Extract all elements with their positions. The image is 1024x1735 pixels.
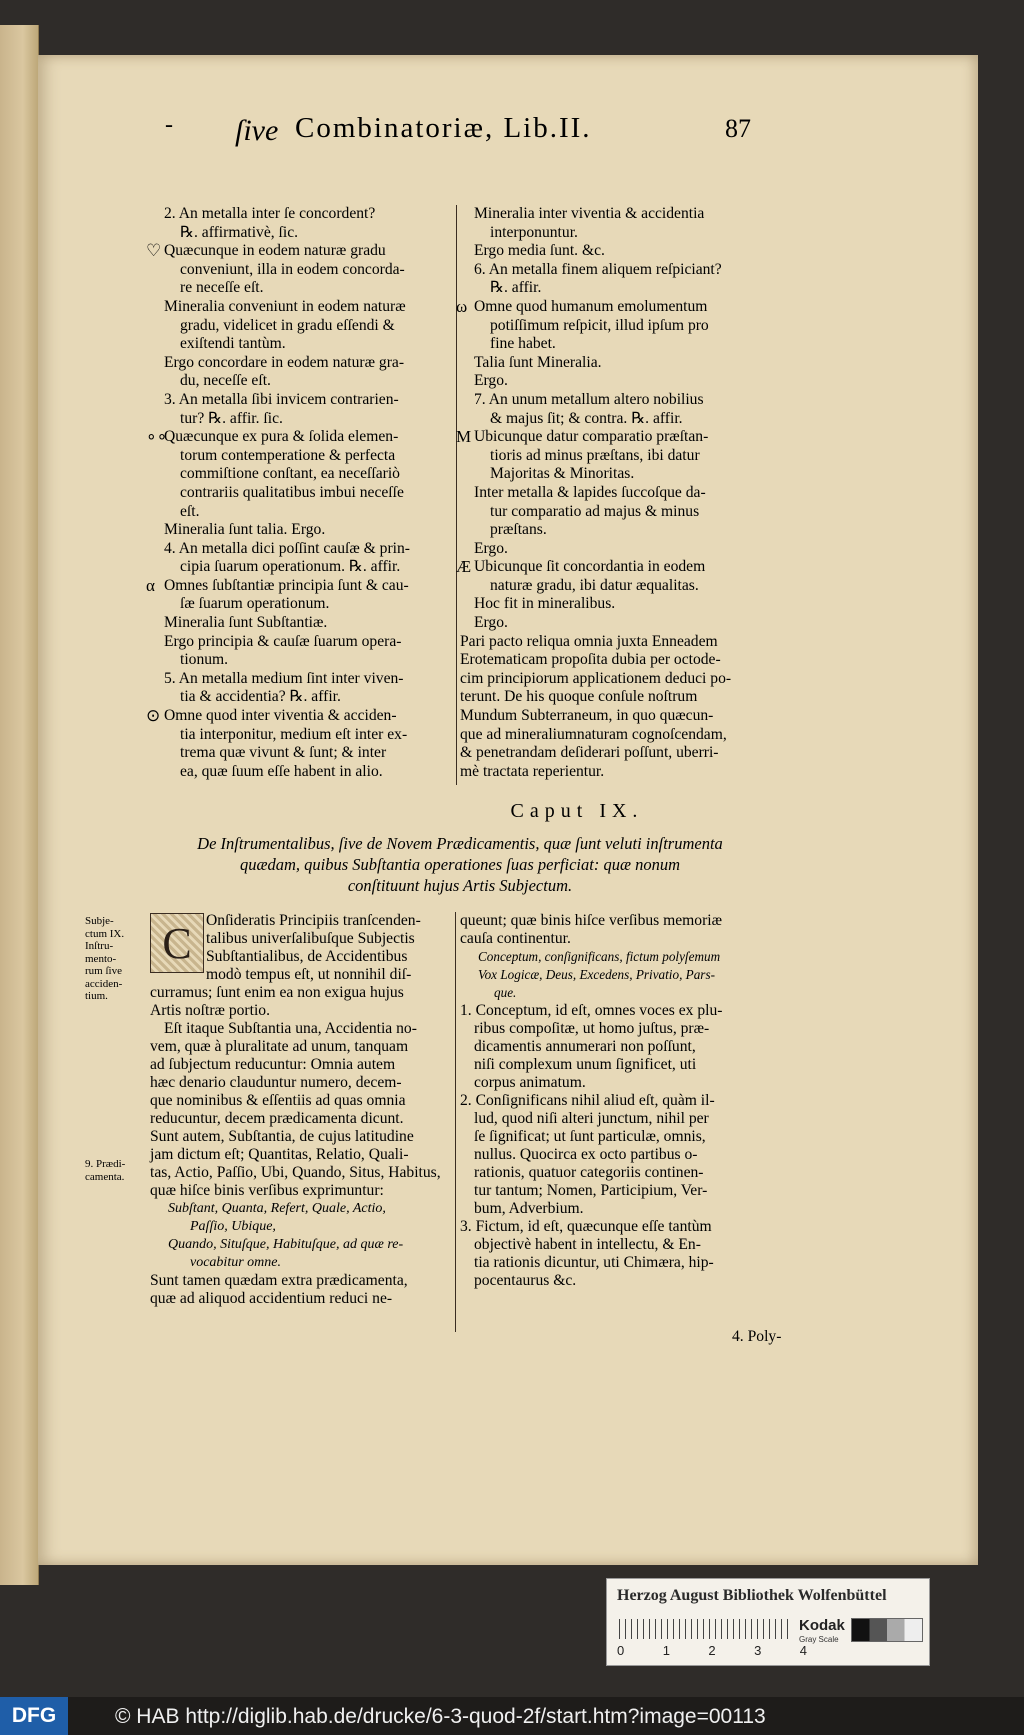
text-line bbox=[150, 354, 455, 373]
gray-swatch bbox=[851, 1618, 923, 1642]
line-text: Omnes ſubſtantiæ principia ſunt & cau- bbox=[164, 576, 409, 594]
text-line bbox=[150, 503, 455, 522]
line-text: cauſa continentur. bbox=[460, 930, 571, 947]
line-text: gradu, videlicet in gradu eſſendi & bbox=[180, 316, 395, 334]
text-line bbox=[460, 595, 780, 614]
text-line bbox=[150, 948, 450, 966]
line-text: dicamentis annumerari non poſſunt, bbox=[474, 1038, 696, 1055]
line-text: tia & accidentia? ℞. affir. bbox=[180, 688, 341, 706]
text-line bbox=[150, 1038, 450, 1056]
line-text: Sunt autem, Subſtantia, de cujus latitudine bbox=[150, 1128, 414, 1145]
text-line bbox=[150, 1056, 450, 1074]
text-line bbox=[150, 670, 455, 689]
line-text: mè tractata reperientur. bbox=[460, 762, 605, 780]
text-line bbox=[460, 521, 780, 540]
margin-note-line: Inſtru- bbox=[85, 940, 114, 952]
text-line bbox=[460, 503, 780, 522]
line-text: Ubicunque ſit concordantia in eodem bbox=[474, 558, 706, 576]
line-text: Ergo media ſunt. &c. bbox=[474, 242, 605, 260]
margin-note-line: rum ſive bbox=[85, 965, 122, 977]
drop-cap: C bbox=[150, 913, 204, 973]
margin-note-line: camenta. bbox=[85, 1170, 125, 1183]
margin-symbol: ω bbox=[456, 296, 468, 316]
line-text: Quando, Situſque, Habituſque, ad quæ re- bbox=[168, 1237, 404, 1252]
text-line bbox=[460, 1074, 780, 1092]
line-text: quæ ad aliquod accidentium reduci ne- bbox=[150, 1290, 393, 1307]
chapter-heading-text: Caput IX. bbox=[510, 800, 644, 822]
line-text: Conceptum, conſignificans, fictum polyſemum bbox=[478, 949, 721, 964]
text-line bbox=[150, 1074, 450, 1092]
text-line bbox=[460, 614, 780, 633]
line-text: tur comparatio ad majus & minus bbox=[490, 502, 700, 520]
line-text: rationis, quatuor categoriis continen- bbox=[474, 1164, 704, 1181]
text-line bbox=[460, 948, 780, 966]
line-text: Ergo. bbox=[474, 539, 508, 557]
text-line bbox=[150, 1164, 450, 1182]
line-text: corpus animatum. bbox=[474, 1074, 586, 1091]
line-text: Majoritas & Minoritas. bbox=[490, 465, 635, 483]
line-text: Eſt itaque Subſtantia una, Accidentia no- bbox=[164, 1020, 417, 1037]
text-line bbox=[150, 372, 455, 391]
text-line bbox=[150, 224, 455, 243]
line-text: ad ſubjectum reducuntur: Omnia autem bbox=[150, 1056, 396, 1073]
line-text: præſtans. bbox=[490, 521, 547, 539]
line-text: Inter metalla & lapides ſuccoſque da- bbox=[474, 483, 706, 501]
line-text: 2. Conſignificans nihil aliud eſt, quàm il- bbox=[460, 1092, 715, 1109]
text-line bbox=[460, 1146, 780, 1164]
text-line bbox=[460, 651, 780, 670]
line-text: eſt. bbox=[180, 502, 200, 520]
text-line bbox=[150, 1254, 450, 1272]
line-text: terunt. De his quoque conſule noſtrum bbox=[460, 688, 698, 706]
line-text: trema quæ vivunt & ſunt; & inter bbox=[180, 744, 387, 762]
line-text: Quæcunque in eodem naturæ gradu bbox=[164, 242, 386, 260]
text-line bbox=[460, 1218, 780, 1236]
line-text: Subſtantialibus, de Accidentibus bbox=[206, 948, 408, 965]
line-text: pocentaurus &c. bbox=[474, 1272, 577, 1289]
line-text: du, neceſſe eſt. bbox=[180, 372, 271, 390]
margin-symbol: Æ bbox=[456, 557, 472, 577]
line-text: ℞. affirmativè, ſic. bbox=[180, 223, 299, 241]
line-text: hæc denario clauduntur numero, decem- bbox=[150, 1074, 402, 1091]
line-text: commiſtione conſtant, ea neceſſariò bbox=[180, 465, 400, 483]
line-text: quæ hiſce binis verſibus exprimuntur: bbox=[150, 1182, 384, 1199]
line-text: Paſſio, Ubique, bbox=[190, 1219, 276, 1234]
ruler-number: 1 bbox=[662, 1643, 670, 1658]
margin-note-line: acciden- bbox=[85, 977, 123, 990]
text-line bbox=[150, 984, 450, 1002]
margin-note-subject bbox=[85, 915, 124, 1003]
line-text: curramus; ſunt enim ea non exigua hujus bbox=[150, 984, 404, 1001]
line-text: naturæ gradu, ibi datur æqualitas. bbox=[490, 576, 699, 594]
line-text: Mundum Subterraneum, in quo quæcun- bbox=[460, 707, 714, 725]
line-text: & penetrandam deſiderari poſſunt, uberri- bbox=[460, 744, 719, 762]
line-text: ſe ſignificat; ut ſunt particulæ, omnis, bbox=[474, 1128, 706, 1145]
text-line bbox=[150, 540, 455, 559]
text-line bbox=[150, 558, 455, 577]
line-text: exiſtendi tantùm. bbox=[180, 335, 286, 353]
line-text: Ergo principia & cauſæ ſuarum opera- bbox=[164, 632, 402, 650]
line-text: tionum. bbox=[180, 651, 229, 669]
text-line bbox=[460, 242, 780, 261]
text-line bbox=[150, 651, 455, 670]
text-line bbox=[460, 372, 780, 391]
line-text: Hoc fit in mineralibus. bbox=[474, 595, 616, 613]
line-text: Mineralia inter viventia & accidentia bbox=[474, 205, 705, 222]
margin-symbol: ⊙ bbox=[146, 706, 161, 726]
text-line bbox=[150, 595, 455, 614]
line-text: fine habet. bbox=[490, 335, 556, 353]
line-text: Vox Logicæ, Deus, Excedens, Privatio, Pars- bbox=[478, 967, 715, 982]
chapter-title-line: conſtituunt hujus Artis Subjectum. bbox=[347, 876, 573, 895]
line-text: conveniunt, illa in eodem concorda- bbox=[180, 260, 405, 278]
chapter-title-line: quædam, quibus Subſtantia operationes ſuas perficiat: quæ nonum bbox=[240, 855, 680, 874]
text-line bbox=[150, 912, 450, 930]
text-line bbox=[150, 688, 455, 707]
text-line bbox=[460, 1182, 780, 1200]
text-line bbox=[150, 465, 455, 484]
text-line bbox=[460, 763, 780, 782]
text-line bbox=[460, 279, 780, 298]
text-line bbox=[460, 707, 780, 726]
text-line bbox=[150, 966, 450, 984]
text-line bbox=[460, 1200, 780, 1218]
text-line bbox=[150, 1182, 450, 1200]
margin-note-line: tium. bbox=[85, 990, 108, 1002]
text-line bbox=[150, 410, 455, 429]
text-line bbox=[460, 335, 780, 354]
line-text: Erotematicam propoſita dubia per octode- bbox=[460, 651, 721, 669]
line-text: Ergo. bbox=[474, 614, 508, 632]
margin-symbol: ∘∘ bbox=[146, 427, 168, 447]
text-line bbox=[150, 1272, 450, 1290]
line-text: tia rationis dicuntur, uti Chimæra, hip- bbox=[474, 1254, 714, 1271]
line-text: talibus univerſalibuſque Subjectis bbox=[206, 930, 415, 947]
line-text: queunt; quæ binis hiſce verſibus memoriæ bbox=[460, 912, 723, 929]
text-line bbox=[460, 984, 780, 1002]
margin-symbol: α bbox=[146, 575, 155, 595]
line-text: 4. An metalla dici poſſint cauſæ & prin- bbox=[164, 539, 410, 557]
text-line bbox=[460, 1236, 780, 1254]
text-line bbox=[150, 279, 455, 298]
line-text: 1. Conceptum, id eſt, omnes voces ex plu- bbox=[460, 1002, 723, 1019]
text-line bbox=[460, 391, 780, 410]
line-text: vem, quæ à pluralitate ad unum, tanquam bbox=[150, 1038, 409, 1055]
text-line bbox=[460, 688, 780, 707]
line-text: ſæ ſuarum operationum. bbox=[180, 595, 330, 613]
text-line bbox=[150, 484, 455, 503]
line-text: nullus. Quocirca ex octo partibus o- bbox=[474, 1146, 698, 1163]
text-line bbox=[150, 763, 455, 782]
text-line bbox=[460, 1110, 780, 1128]
text-line bbox=[150, 447, 455, 466]
text-line bbox=[146, 575, 455, 596]
line-text: Omne quod inter viventia & acciden- bbox=[164, 707, 397, 725]
text-line bbox=[150, 930, 450, 948]
text-line bbox=[460, 465, 780, 484]
header-dash: - bbox=[165, 112, 173, 138]
line-text: reducuntur, decem prædicamenta dicunt. bbox=[150, 1110, 404, 1127]
text-line bbox=[460, 224, 780, 243]
text-line bbox=[460, 540, 780, 559]
margin-note-line: mento- bbox=[85, 952, 117, 965]
text-line bbox=[460, 670, 780, 689]
text-line bbox=[460, 912, 780, 930]
line-text: 3. An metalla ſibi invicem contrarien- bbox=[164, 390, 399, 408]
page-number: 87 bbox=[725, 114, 751, 143]
text-line bbox=[460, 744, 780, 763]
text-line bbox=[460, 1002, 780, 1020]
line-text: tioris ad minus præſtans, ibi datur bbox=[490, 446, 700, 464]
line-text: lud, quod niſi alteri junctum, nihil per bbox=[474, 1110, 709, 1127]
line-text: ℞. affir. bbox=[490, 279, 542, 297]
ruler-number: 4 bbox=[799, 1643, 807, 1658]
line-text: ea, quæ ſuum eſſe habent in alio. bbox=[180, 762, 383, 780]
line-text: objectivè habent in intellectu, & En- bbox=[474, 1236, 701, 1253]
text-line bbox=[150, 1200, 450, 1218]
text-line bbox=[456, 557, 780, 577]
text-line bbox=[150, 1002, 450, 1020]
text-line bbox=[150, 744, 455, 763]
text-line bbox=[150, 335, 455, 354]
text-line bbox=[460, 1020, 780, 1038]
line-text: 6. An metalla finem aliquem reſpiciant? bbox=[474, 260, 722, 278]
dfg-logo: DFG bbox=[0, 1697, 68, 1735]
text-line bbox=[460, 1038, 780, 1056]
text-line bbox=[460, 484, 780, 503]
text-line bbox=[456, 427, 780, 447]
margin-symbol: M bbox=[456, 427, 472, 447]
line-text: tur tantum; Nomen, Participium, Ver- bbox=[474, 1182, 708, 1199]
line-text: tia interponitur, medium eſt inter ex- bbox=[180, 725, 408, 743]
text-line bbox=[150, 521, 455, 540]
line-text: Onſideratis Principiis tranſcenden- bbox=[206, 912, 421, 929]
text-line bbox=[460, 447, 780, 466]
column-left-top bbox=[146, 205, 455, 781]
line-text: Subſtant, Quanta, Refert, Quale, Actio, bbox=[168, 1201, 386, 1216]
line-text: Omne quod humanum emolumentum bbox=[474, 297, 708, 315]
text-line bbox=[146, 427, 455, 447]
text-line bbox=[460, 317, 780, 336]
text-line bbox=[460, 1164, 780, 1182]
text-line bbox=[460, 1254, 780, 1272]
margin-note-predicaments bbox=[85, 1158, 125, 1183]
text-line bbox=[460, 1128, 780, 1146]
line-text: & majus ſit; & contra. ℞. affir. bbox=[490, 409, 683, 427]
column-rule-top bbox=[456, 205, 457, 785]
line-text: 2. An metalla inter ſe concordent? bbox=[164, 205, 376, 222]
line-text: Ergo concordare in eodem naturæ gra- bbox=[164, 353, 405, 371]
text-line bbox=[460, 1272, 780, 1290]
line-text: contrariis qualitatibus imbui neceſſe bbox=[180, 483, 404, 501]
text-line bbox=[460, 354, 780, 373]
gray-scale-label: Gray Scale bbox=[799, 1635, 839, 1644]
text-line bbox=[460, 726, 780, 745]
color-scale-card bbox=[606, 1578, 930, 1666]
line-text: 5. An metalla medium ſint inter viven- bbox=[164, 669, 404, 687]
line-text: Mineralia conveniunt in eodem naturæ bbox=[164, 297, 406, 315]
text-line bbox=[150, 1020, 450, 1038]
line-text: interponuntur. bbox=[490, 223, 578, 241]
text-line bbox=[146, 241, 455, 261]
margin-note-line: 9. Prædi- bbox=[85, 1158, 126, 1170]
text-line bbox=[460, 966, 780, 984]
line-text: Talia ſunt Mineralia. bbox=[474, 353, 602, 371]
line-text: 3. Fictum, id eſt, quæcunque eſſe tantùm bbox=[460, 1218, 712, 1235]
ruler-number: 3 bbox=[754, 1643, 762, 1658]
column-right-bottom bbox=[460, 912, 780, 1290]
line-text: torum contemperatione & perfecta bbox=[180, 446, 396, 464]
line-text: cim principiorum applicationem deduci po- bbox=[460, 669, 732, 687]
text-line bbox=[150, 205, 455, 224]
line-text: 7. An unum metallum altero nobilius bbox=[474, 390, 704, 408]
header-title: Combinatoriæ, Lib.II. bbox=[295, 112, 592, 144]
chapter-title bbox=[150, 833, 770, 896]
text-line bbox=[460, 577, 780, 596]
chapter-heading bbox=[0, 800, 1024, 823]
catchword: 4. Poly- bbox=[732, 1328, 782, 1345]
column-right-top bbox=[456, 205, 780, 781]
text-line bbox=[460, 1092, 780, 1110]
ruler-numbers bbox=[617, 1643, 807, 1658]
text-line bbox=[150, 614, 455, 633]
line-text: niſi complexum unum ſignificet, uti bbox=[474, 1056, 697, 1073]
line-text: Pari pacto reliqua omnia juxta Enneadem bbox=[460, 632, 718, 650]
line-text: vocabitur omne. bbox=[190, 1255, 281, 1270]
line-text: Quæcunque ex pura & ſolida elemen- bbox=[164, 428, 399, 446]
kodak-logo: Kodak bbox=[799, 1617, 845, 1634]
text-line bbox=[150, 391, 455, 410]
text-line bbox=[150, 633, 455, 652]
text-line bbox=[456, 296, 780, 317]
margin-note-line: Subje- bbox=[85, 915, 114, 927]
text-line bbox=[460, 930, 780, 948]
line-text: Ergo. bbox=[474, 372, 508, 390]
text-line bbox=[150, 1218, 450, 1236]
line-text: que. bbox=[494, 985, 517, 1000]
line-text: tur? ℞. affir. ſic. bbox=[180, 409, 283, 427]
line-text: que nominibus & eſſentiis ad quas omnia bbox=[150, 1092, 406, 1109]
line-text: jam dictum eſt; Quantitas, Relatio, Quali- bbox=[150, 1146, 409, 1163]
text-line bbox=[150, 1092, 450, 1110]
text-line bbox=[460, 633, 780, 652]
text-line bbox=[460, 261, 780, 280]
margin-note-line: ctum IX. bbox=[85, 927, 125, 940]
library-name: Herzog August Bibliothek Wolfenbüttel bbox=[617, 1587, 887, 1604]
text-line bbox=[150, 298, 455, 317]
line-text: Mineralia ſunt Subſtantiæ. bbox=[164, 614, 328, 632]
line-text: potiſſimum reſpicit, illud ipſum pro bbox=[490, 316, 709, 334]
line-text: Ubicunque datur comparatio præſtan- bbox=[474, 428, 709, 446]
text-line bbox=[146, 706, 455, 726]
ruler-number: 2 bbox=[708, 1643, 716, 1658]
ruler-number: 0 bbox=[617, 1643, 625, 1658]
line-text: cipia ſuarum operationum. ℞. affir. bbox=[180, 558, 401, 576]
text-line bbox=[150, 1110, 450, 1128]
footer-copyright: © HAB http://diglib.hab.de/drucke/6-3-quod-2f/start.htm?image=00113 bbox=[115, 1705, 766, 1728]
column-left-bottom bbox=[150, 912, 450, 1308]
text-line bbox=[460, 1056, 780, 1074]
footer-bar bbox=[0, 1697, 1024, 1735]
chapter-title-line: De Inſtrumentalibus, ſive de Novem Prædicamentis, quæ ſunt veluti inſtrumenta bbox=[197, 834, 723, 853]
line-text: Artis noſtræ portio. bbox=[150, 1002, 270, 1019]
ruler bbox=[619, 1619, 789, 1639]
line-text: ribus compoſitæ, ut homo juſtus, præ- bbox=[474, 1020, 710, 1037]
line-text: modò tempus eſt, ut nonnihil diſ- bbox=[206, 966, 412, 983]
text-line bbox=[150, 317, 455, 336]
text-line bbox=[460, 410, 780, 429]
line-text: Sunt tamen quædam extra prædicamenta, bbox=[150, 1272, 408, 1289]
text-line bbox=[150, 1146, 450, 1164]
header-sive: ſive bbox=[235, 114, 279, 147]
text-line bbox=[460, 205, 780, 224]
line-text: tas, Actio, Paſſio, Ubi, Quando, Situs, Habitus, bbox=[150, 1164, 441, 1181]
margin-symbol: ♡ bbox=[146, 241, 162, 261]
text-line bbox=[150, 261, 455, 280]
line-text: re neceſſe eſt. bbox=[180, 279, 264, 297]
text-line bbox=[150, 726, 455, 745]
column-rule-bottom bbox=[455, 912, 456, 1332]
text-line bbox=[150, 1236, 450, 1254]
text-line bbox=[150, 1290, 450, 1308]
line-text: bum, Adverbium. bbox=[474, 1200, 584, 1217]
text-line bbox=[150, 1128, 450, 1146]
line-text: Mineralia ſunt talia. Ergo. bbox=[164, 521, 326, 539]
line-text: que ad mineraliumnaturam cognoſcendam, bbox=[460, 725, 727, 743]
